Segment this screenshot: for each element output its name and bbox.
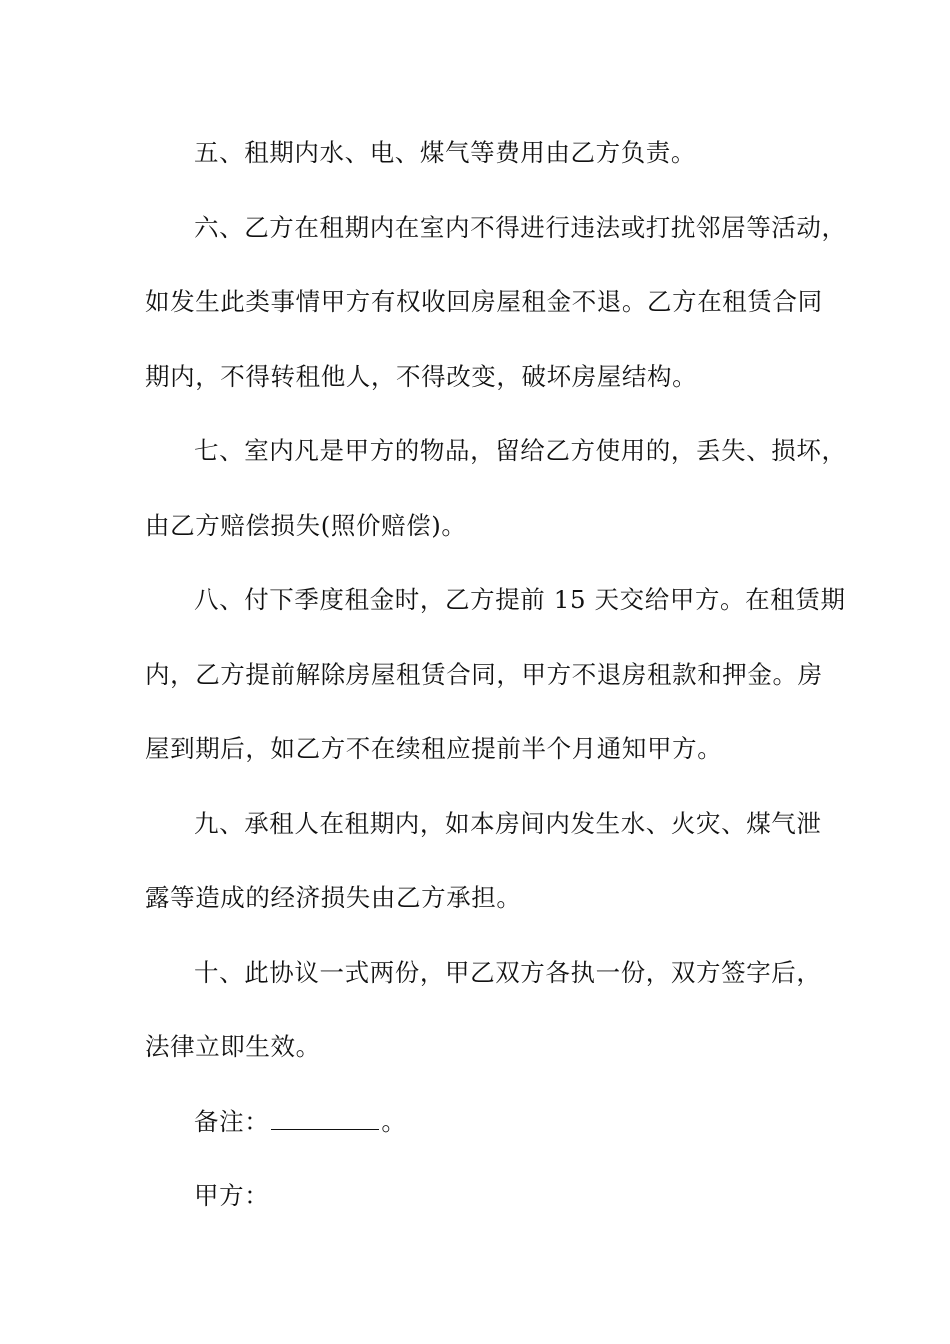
clause-7-line-2: 由乙方赔偿损失(照价赔偿)。 (145, 510, 467, 540)
clause-6-line-3: 期内，不得转租他人，不得改变，破坏房屋结构。 (145, 361, 698, 391)
clause-10-line-2: 法律立即生效。 (145, 1032, 321, 1061)
clause-5-line-1: 五、租期内水、电、煤气等费用由乙方负责。 (194, 138, 696, 167)
clause-7-line-1: 七、室内凡是甲方的物品，留给乙方使用的，丢失、损坏， (194, 436, 847, 465)
remarks-blank (271, 1103, 379, 1130)
clause-8-line-2: 内，乙方提前解除房屋租赁合同，甲方不退房租款和押金。房 (145, 659, 823, 689)
contract-body (145, 133, 847, 1251)
party-a-label: 甲方： (194, 1181, 270, 1210)
clause-9-line-1: 九、承租人在租期内，如本房间内发生水、火灾、煤气泄 (194, 808, 822, 838)
remarks-end: 。 (381, 1106, 407, 1136)
clause-6-line-2: 如发生此类事情甲方有权收回房屋租金不退。乙方在租赁合同 (145, 287, 823, 316)
clause-10-line-1: 十、此协议一式两份，甲乙双方各执一份，双方签字后， (194, 957, 822, 987)
remarks-label: 备注： (194, 1106, 270, 1136)
clause-8-line-3: 屋到期后，如乙方不在续租应提前半个月通知甲方。 (145, 734, 723, 763)
clause-9-line-2: 露等造成的经济损失由乙方承担。 (145, 883, 522, 912)
clause-8-line-1: 八、付下季度租金时，乙方提前 15 天交给甲方。在租赁期 (194, 585, 846, 614)
clause-6-line-1: 六、乙方在租期内在室内不得进行违法或打扰邻居等活动， (194, 212, 847, 242)
remarks-line (145, 1102, 810, 1177)
